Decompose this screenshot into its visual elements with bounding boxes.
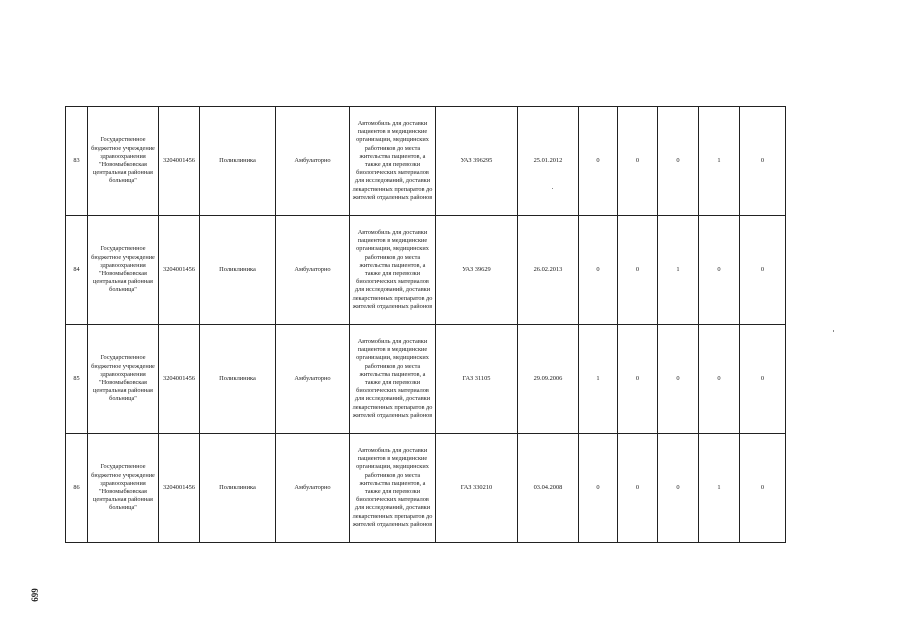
value-col-5: 0: [740, 325, 786, 434]
table-body: [66, 107, 786, 543]
organization-name: Государственное бюджетное учреждение здравоохранения "Новомыбковская центральная районная больница": [88, 434, 159, 543]
value-col-4: 0: [699, 325, 740, 434]
organization-name: Государственное бюджетное учреждение здравоохранения "Новомыбковская центральная районная больница": [88, 107, 159, 216]
vehicle-purpose: Автомобиль для доставки пациентов в медицинские организации, медицинских работников до места жительства пациентов, а также для перевозки биологических материалов для исследований, доставки лекарственных препаратов до жителей отдаленных районов: [350, 434, 436, 543]
registration-date: 03.04.2008: [518, 434, 579, 543]
row-number: 85: [66, 325, 88, 434]
organization-name: Государственное бюджетное учреждение здравоохранения "Новомыбковская центральная районная больница": [88, 216, 159, 325]
organization-name: Государственное бюджетное учреждение здравоохранения "Новомыбковская центральная районная больница": [88, 325, 159, 434]
value-col-5: 0: [740, 434, 786, 543]
inn-code: 3204001456: [159, 107, 200, 216]
inn-code: 3204001456: [159, 325, 200, 434]
row-number: 84: [66, 216, 88, 325]
vehicle-model: ГАЗ 31105: [436, 325, 518, 434]
value-col-5: 0: [740, 107, 786, 216]
department: Поликлиника: [200, 434, 276, 543]
table-row: [66, 216, 786, 325]
vehicle-model: УАЗ 39629: [436, 216, 518, 325]
inn-code: 3204001456: [159, 216, 200, 325]
department: Поликлиника: [200, 325, 276, 434]
vehicle-purpose: Автомобиль для доставки пациентов в медицинские организации, медицинских работников до места жительства пациентов, а также для перевозки биологических материалов для исследований, доставки лекарственных препаратов до жителей отдаленных районов: [350, 107, 436, 216]
value-col-3: 0: [658, 107, 699, 216]
value-col-4: 0: [699, 216, 740, 325]
value-col-2: 0: [618, 325, 658, 434]
value-col-4: 1: [699, 434, 740, 543]
row-number: 83: [66, 107, 88, 216]
registration-date: 25.01.2012: [518, 107, 579, 216]
vehicle-purpose: Автомобиль для доставки пациентов в медицинские организации, медицинских работников до места жительства пациентов, а также для перевозки биологических материалов для исследований, доставки лекарственных препаратов до жителей отдаленных районов: [350, 216, 436, 325]
department: Поликлиника: [200, 216, 276, 325]
registration-date: 26.02.2013: [518, 216, 579, 325]
value-col-3: 1: [658, 216, 699, 325]
row-number: 86: [66, 434, 88, 543]
registration-date: 29.09.2006: [518, 325, 579, 434]
care-type: Амбулаторно: [276, 216, 350, 325]
vehicle-model: ГАЗ 330210: [436, 434, 518, 543]
value-col-2: 0: [618, 434, 658, 543]
value-col-1: 0: [579, 216, 618, 325]
page-number: 699: [30, 588, 40, 602]
value-col-5: 0: [740, 216, 786, 325]
vehicle-model: УАЗ 396295: [436, 107, 518, 216]
value-col-2: 0: [618, 216, 658, 325]
value-col-3: 0: [658, 325, 699, 434]
value-col-1: 0: [579, 434, 618, 543]
value-col-1: 0: [579, 107, 618, 216]
value-col-3: 0: [658, 434, 699, 543]
value-col-4: 1: [699, 107, 740, 216]
care-type: Амбулаторно: [276, 325, 350, 434]
scan-speck: [833, 330, 834, 332]
vehicle-table: [65, 106, 786, 543]
value-col-1: 1: [579, 325, 618, 434]
table-row: [66, 325, 786, 434]
value-col-2: 0: [618, 107, 658, 216]
inn-code: 3204001456: [159, 434, 200, 543]
care-type: Амбулаторно: [276, 434, 350, 543]
department: Поликлиника: [200, 107, 276, 216]
table-row: [66, 107, 786, 216]
vehicle-purpose: Автомобиль для доставки пациентов в медицинские организации, медицинских работников до места жительства пациентов, а также для перевозки биологических материалов для исследований, доставки лекарственных препаратов до жителей отдаленных районов: [350, 325, 436, 434]
table-row: [66, 434, 786, 543]
care-type: Амбулаторно: [276, 107, 350, 216]
scan-speck: [552, 188, 553, 189]
